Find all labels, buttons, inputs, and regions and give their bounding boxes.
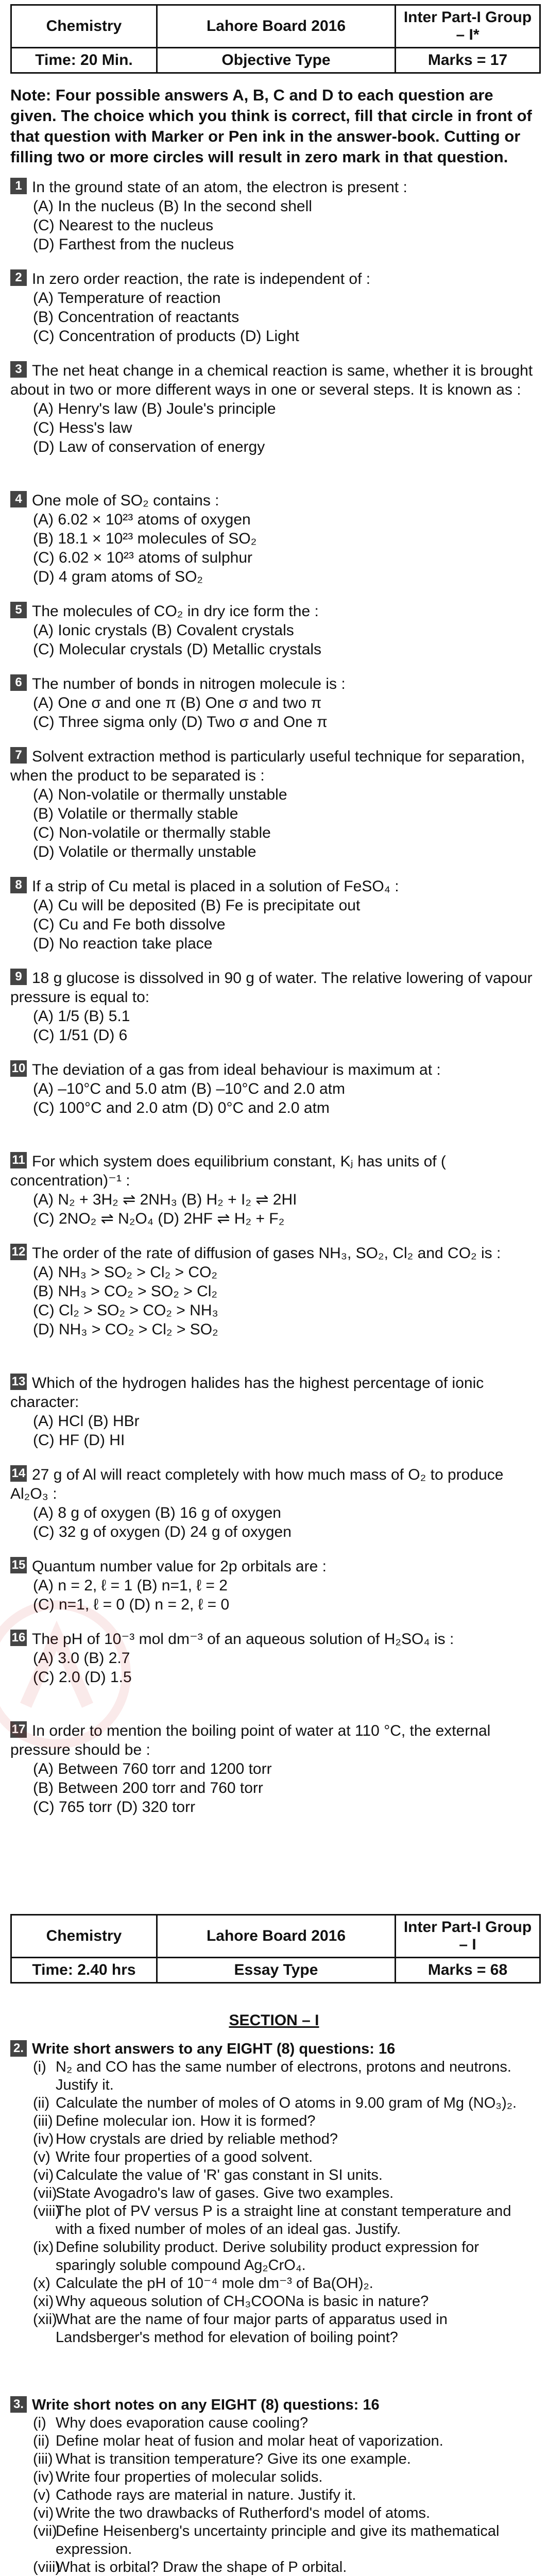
sub-question-roman: (v) xyxy=(33,2149,50,2165)
question-number: 9 xyxy=(10,969,27,985)
option-line: (B) 18.1 × 10²³ molecules of SO₂ xyxy=(33,530,257,547)
option-line: (C) 765 torr (D) 320 torr xyxy=(33,1799,196,1816)
question-text: The net heat change in a chemical reaction is same, whether it is brought about in two or more different ways in one or several steps. It is known as : xyxy=(10,362,533,398)
question-text: In order to mention the boiling point of water at 110 °C, the external pressure should be : xyxy=(10,1722,491,1758)
essay-header xyxy=(10,1914,541,1984)
question-text: One mole of SO₂ contains : xyxy=(32,492,219,509)
sub-question-text: Calculate the value of 'R' gas constant in SI units. xyxy=(56,2167,383,2183)
sub-question xyxy=(33,2486,538,2504)
question-text: The order of the rate of diffusion of gases NH₃, SO₂, Cl₂ and CO₂ is : xyxy=(32,1245,501,1262)
sub-question xyxy=(33,2432,538,2450)
mcq-item xyxy=(10,1060,538,1117)
sub-question-roman: (i) xyxy=(33,2059,46,2075)
board-label: Lahore Board 2016 xyxy=(158,6,396,47)
option-line: (C) 2NO₂ ⇌ N₂O₄ (D) 2HF ⇌ H₂ + F₂ xyxy=(33,1210,285,1227)
option-line: (A) 8 g of oxygen (B) 16 g of oxygen xyxy=(33,1504,281,1521)
option-line: (C) Molecular crystals (D) Metallic crystals xyxy=(33,641,322,658)
option-line: (B) Between 200 torr and 760 torr xyxy=(33,1780,263,1797)
sub-question xyxy=(33,2468,538,2486)
sub-question-text: Write four properties of molecular solids. xyxy=(56,2469,323,2485)
option-line: (C) 32 g of oxygen (D) 24 g of oxygen xyxy=(33,1523,292,1540)
question-number: 3. xyxy=(10,2396,27,2413)
sub-question-roman: (iv) xyxy=(33,2469,54,2485)
question-text: The pH of 10⁻³ mol dm⁻³ of an aqueous solution of H₂SO₄ is : xyxy=(32,1631,454,1648)
option-line: (A) Between 760 torr and 1200 torr xyxy=(33,1760,272,1777)
question-text: In zero order reaction, the rate is independent of : xyxy=(32,270,371,287)
mcq-item xyxy=(10,602,538,659)
sub-question-text: What is orbital? Draw the shape of P orbital. xyxy=(56,2559,347,2575)
question-number: 12 xyxy=(10,1244,27,1260)
sub-question xyxy=(33,2504,538,2522)
option-line: (A) NH₃ > SO₂ > Cl₂ > CO₂ xyxy=(33,1264,218,1281)
sub-question xyxy=(33,2166,538,2184)
mcq-item xyxy=(10,877,538,953)
sub-question-text: Define solubility product. Derive solubility product expression for sparingly soluble compound Ag₂CrO₄. xyxy=(56,2239,480,2274)
question-number: 11 xyxy=(10,1152,27,1168)
option-line: (C) n=1, ℓ = 0 (D) n = 2, ℓ = 0 xyxy=(33,1596,230,1613)
sub-question-roman: (i) xyxy=(33,2415,46,2431)
option-line: (C) Three sigma only (D) Two σ and One π xyxy=(33,714,328,731)
option-line: (B) Concentration of reactants xyxy=(33,309,239,326)
sub-question-text: Write four properties of a good solvent. xyxy=(56,2149,313,2165)
question-text: Which of the hydrogen halides has the highest percentage of ionic character: xyxy=(10,1375,484,1411)
question-number: 16 xyxy=(10,1630,27,1646)
sub-question xyxy=(33,2058,538,2094)
option-line: (A) 3.0 (B) 2.7 xyxy=(33,1650,130,1667)
question-text: For which system does equilibrium constant, Kⱼ has units of ( concentration)⁻¹ : xyxy=(10,1153,446,1189)
sub-question-roman: (iv) xyxy=(33,2131,54,2147)
mcq-item xyxy=(10,361,538,456)
question-number: 15 xyxy=(10,1557,27,1573)
group-label: Inter Part-I Group – I* xyxy=(403,9,532,43)
sub-question-text: Calculate the pH of 10⁻⁴ mole dm⁻³ of Ba(OH)₂. xyxy=(56,2275,373,2292)
mcq-item xyxy=(10,491,538,586)
essay-marks-label: Marks = 68 xyxy=(427,1961,508,1978)
sub-question-text: Why aqueous solution of CH₃COONa is basic in nature? xyxy=(56,2293,429,2310)
sub-question-text: What are the name of four major parts of apparatus used in Landsberger's method for elevation of boiling point? xyxy=(56,2311,448,2346)
sub-question-text: Define molecular ion. How it is formed? xyxy=(56,2113,316,2129)
short-question-block xyxy=(10,2396,538,2576)
question-text: The molecules of CO₂ in dry ice form the : xyxy=(32,603,319,620)
mcq-item xyxy=(10,178,538,254)
sub-question-roman: (x) xyxy=(33,2275,50,2292)
option-line: (A) Ionic crystals (B) Covalent crystals xyxy=(33,622,294,639)
sub-question-roman: (iii) xyxy=(33,2451,53,2467)
sub-question-roman: (vii) xyxy=(33,2523,57,2539)
mcq-item xyxy=(10,1374,538,1450)
question-number: 5 xyxy=(10,602,27,618)
option-line: (D) Law of conservation of energy xyxy=(33,438,265,455)
option-line: (A) Non-volatile or thermally unstable xyxy=(33,786,287,803)
question-text: Quantum number value for 2p orbitals are : xyxy=(32,1558,327,1575)
sub-question-roman: (viii) xyxy=(33,2559,61,2575)
option-line: (C) Cl₂ > SO₂ > CO₂ > NH₃ xyxy=(33,1302,218,1319)
time-label: Time: 20 Min. xyxy=(12,48,158,72)
option-line: (D) Farthest from the nucleus xyxy=(33,236,234,253)
option-line: (A) –10°C and 5.0 atm (B) –10°C and 2.0 atm xyxy=(33,1080,345,1097)
sub-question xyxy=(33,2130,538,2148)
question-number: 13 xyxy=(10,1374,27,1390)
sub-question-text: The plot of PV versus P is a straight line at constant temperature and with a fixed number of moles of an ideal gas. Justify. xyxy=(56,2203,511,2238)
option-line: (A) Henry's law (B) Joule's principle xyxy=(33,400,276,417)
option-line: (A) One σ and one π (B) One σ and two π xyxy=(33,694,322,711)
sub-question xyxy=(33,2293,538,2311)
sub-question-text: Why does evaporation cause cooling? xyxy=(56,2415,309,2431)
option-line: (C) Concentration of products (D) Light xyxy=(33,328,299,345)
question-number: 2. xyxy=(10,2040,27,2057)
sub-question xyxy=(33,2414,538,2432)
question-text: Solvent extraction method is particularly useful technique for separation, when the product to be separated is : xyxy=(10,748,525,784)
question-number: 4 xyxy=(10,491,27,507)
sub-question-text: What is transition temperature? Give its one example. xyxy=(56,2451,411,2467)
sub-question-roman: (vi) xyxy=(33,2505,54,2521)
essay-group-label: Inter Part-I Group – I xyxy=(403,1919,532,1953)
sub-question-roman: (viii) xyxy=(33,2203,61,2219)
sub-question xyxy=(33,2094,538,2112)
mcq-item xyxy=(10,269,538,346)
sub-question xyxy=(33,2112,538,2130)
section-1-title: SECTION – I xyxy=(229,2012,319,2029)
sub-question-roman: (ii) xyxy=(33,2433,50,2449)
option-line: (D) NH₃ > CO₂ > Cl₂ > SO₂ xyxy=(33,1321,218,1338)
option-line: (C) 1/51 (D) 6 xyxy=(33,1027,128,1044)
option-line: (A) In the nucleus (B) In the second shell xyxy=(33,198,312,215)
question-heading: Write short answers to any EIGHT (8) questions: 16 xyxy=(32,2041,396,2057)
option-line: (B) Volatile or thermally stable xyxy=(33,805,238,822)
question-number: 6 xyxy=(10,674,27,691)
option-line: (A) N₂ + 3H₂ ⇌ 2NH₃ (B) H₂ + I₂ ⇌ 2HI xyxy=(33,1191,297,1208)
question-heading: Write short notes on any EIGHT (8) questions: 16 xyxy=(32,2397,380,2413)
sub-question-roman: (iii) xyxy=(33,2113,53,2129)
mcq-item xyxy=(10,969,538,1045)
mcq-item xyxy=(10,1152,538,1228)
sub-question-roman: (xii) xyxy=(33,2311,57,2328)
option-line: (D) 4 gram atoms of SO₂ xyxy=(33,568,203,585)
sub-question-text: Define molar heat of fusion and molar heat of vaporization. xyxy=(56,2433,443,2449)
question-number: 7 xyxy=(10,747,27,764)
objective-note: Note: Four possible answers A, B, C and D to each question are given. The choice which you think is correct, fill that circle in front of that question with Marker or Pen ink in the answer-book. Cutting or filling two or more circles will result in zero mark in that question. xyxy=(10,86,532,166)
question-number: 8 xyxy=(10,877,27,893)
option-line: (D) No reaction take place xyxy=(33,935,213,952)
question-text: The number of bonds in nitrogen molecule is : xyxy=(32,675,346,692)
option-line: (C) 2.0 (D) 1.5 xyxy=(33,1669,132,1686)
option-line: (A) 6.02 × 10²³ atoms of oxygen xyxy=(33,511,251,528)
question-text: The deviation of a gas from ideal behaviour is maximum at : xyxy=(32,1061,441,1078)
question-text: 27 g of Al will react completely with how much mass of O₂ to produce Al₂O₃ : xyxy=(10,1466,504,1502)
sub-question-text: N₂ and CO has the same number of electrons, protons and neutrons. Justify it. xyxy=(56,2059,511,2093)
essay-time-label: Time: 2.40 hrs xyxy=(12,1958,158,1982)
sub-question xyxy=(33,2148,538,2166)
sub-question xyxy=(33,2275,538,2293)
sub-question-roman: (xi) xyxy=(33,2293,54,2310)
marks-label: Marks = 17 xyxy=(427,52,508,69)
sub-question xyxy=(33,2311,538,2347)
option-line: (B) NH₃ > CO₂ > SO₂ > Cl₂ xyxy=(33,1283,218,1300)
question-text: In the ground state of an atom, the electron is present : xyxy=(32,179,407,196)
mcq-item xyxy=(10,674,538,732)
sub-question xyxy=(33,2450,538,2468)
sub-question-text: Write the two drawbacks of Rutherford's model of atoms. xyxy=(56,2505,431,2521)
sub-question-text: How crystals are dried by reliable method? xyxy=(56,2131,338,2147)
question-number: 17 xyxy=(10,1721,27,1738)
sub-question xyxy=(33,2522,538,2558)
option-line: (D) Volatile or thermally unstable xyxy=(33,843,256,860)
question-number: 3 xyxy=(10,361,27,378)
sub-question-text: Calculate the number of moles of O atoms in 9.00 gram of Mg (NO₃)₂. xyxy=(56,2095,517,2111)
short-question-block xyxy=(10,2040,538,2347)
option-line: (A) 1/5 (B) 5.1 xyxy=(33,1008,130,1025)
objective-header xyxy=(10,4,541,74)
option-line: (C) Non-volatile or thermally stable xyxy=(33,824,271,841)
sub-question xyxy=(33,2239,538,2275)
option-line: (C) Nearest to the nucleus xyxy=(33,217,214,234)
sub-question-roman: (vii) xyxy=(33,2185,57,2201)
subject-label: Chemistry xyxy=(12,6,158,47)
question-number: 2 xyxy=(10,269,27,286)
watermark-logo xyxy=(0,1597,134,1752)
option-line: (C) Cu and Fe both dissolve xyxy=(33,916,226,933)
sub-question xyxy=(33,2202,538,2239)
question-number: 14 xyxy=(10,1465,27,1482)
sub-question-text: State Avogadro's law of gases. Give two examples. xyxy=(56,2185,394,2201)
question-number: 1 xyxy=(10,178,27,194)
mcq-item xyxy=(10,747,538,861)
option-line: (C) 6.02 × 10²³ atoms of sulphur xyxy=(33,549,253,566)
option-line: (A) Temperature of reaction xyxy=(33,290,221,307)
sub-question-text: Define Heisenberg's uncertainty principle and give its mathematical expression. xyxy=(56,2523,500,2557)
paper-type-label: Objective Type xyxy=(158,48,396,72)
option-line: (A) Cu will be deposited (B) Fe is precipitate out xyxy=(33,897,361,914)
question-text: 18 g glucose is dissolved in 90 g of water. The relative lowering of vapour pressure is equal to: xyxy=(10,970,533,1006)
sub-question-roman: (v) xyxy=(33,2487,50,2503)
option-line: (C) Hess's law xyxy=(33,419,132,436)
sub-question-roman: (ii) xyxy=(33,2095,50,2111)
mcq-item xyxy=(10,1244,538,1339)
option-line: (C) 100°C and 2.0 atm (D) 0°C and 2.0 atm xyxy=(33,1099,330,1116)
essay-type-label: Essay Type xyxy=(158,1958,396,1982)
essay-board-label: Lahore Board 2016 xyxy=(158,1916,396,1957)
mcq-item xyxy=(10,1465,538,1541)
option-line: (A) n = 2, ℓ = 1 (B) n=1, ℓ = 2 xyxy=(33,1577,228,1594)
essay-subject-label: Chemistry xyxy=(12,1916,158,1957)
sub-question xyxy=(33,2184,538,2202)
sub-question-roman: (ix) xyxy=(33,2239,54,2256)
question-text: If a strip of Cu metal is placed in a solution of FeSO₄ : xyxy=(32,878,399,895)
sub-question-text: Cathode rays are material in nature. Justify it. xyxy=(56,2487,356,2503)
sub-question-roman: (vi) xyxy=(33,2167,54,2183)
question-number: 10 xyxy=(10,1060,27,1077)
option-line: (C) HF (D) HI xyxy=(33,1432,125,1449)
option-line: (A) HCl (B) HBr xyxy=(33,1413,140,1430)
sub-question xyxy=(33,2558,538,2576)
